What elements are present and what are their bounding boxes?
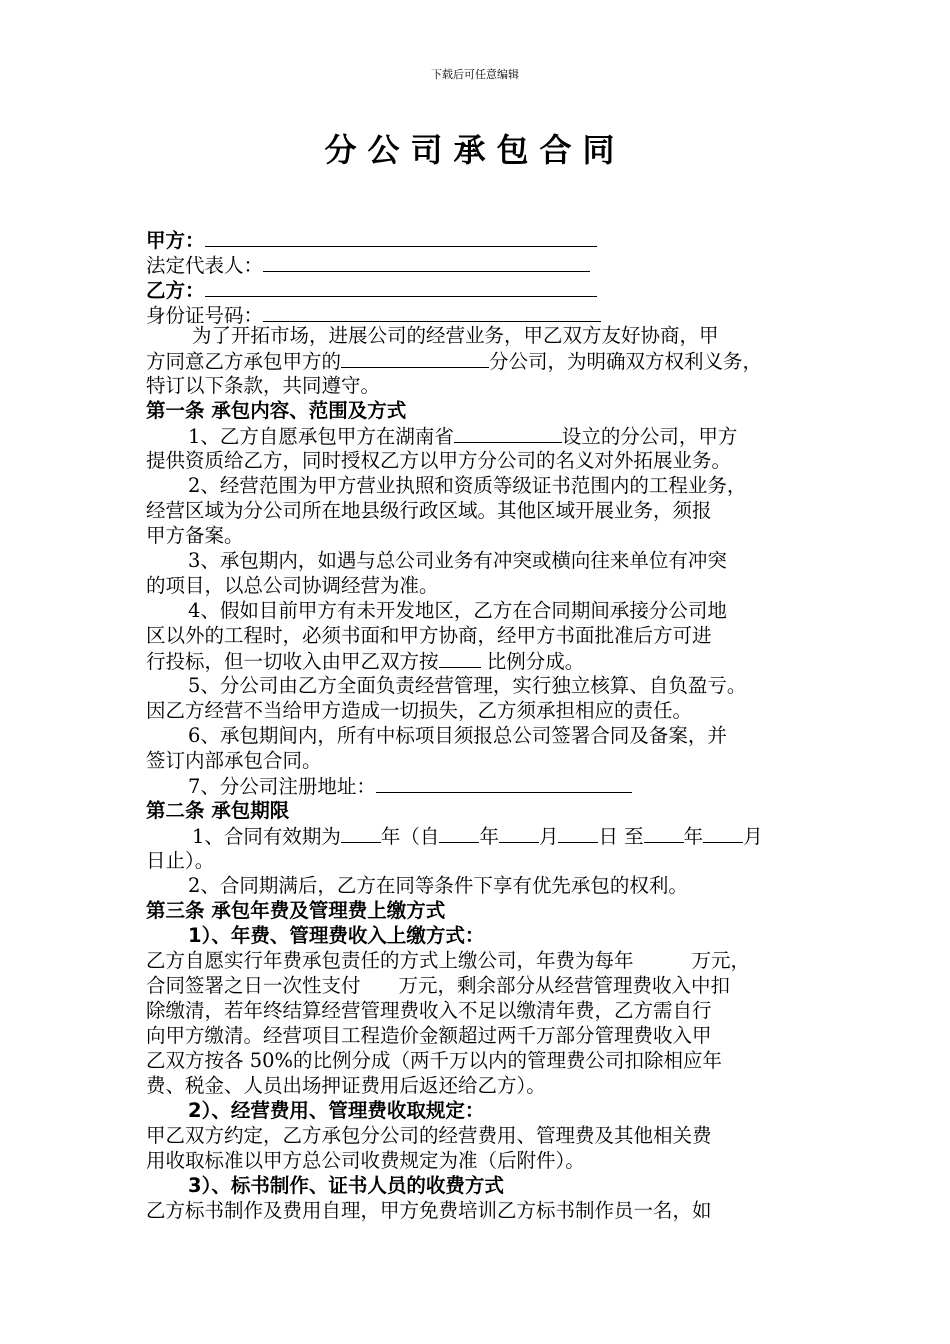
section-3-1-line-1 <box>146 948 750 973</box>
clause-1-1-line-1 <box>188 423 737 449</box>
clause-1-2-line-3: 甲方备案。 <box>146 524 244 547</box>
legal-rep-blank <box>263 252 590 272</box>
section-3-1-line-2 <box>146 973 730 998</box>
section-3-2-heading: 2）、经营费用、管理费收取规定： <box>188 1099 485 1122</box>
clause-1-3-line-1: 3、承包期内，如遇与总公司业务有冲突或横向往来单位有冲突 <box>188 549 727 572</box>
clause-1-6-line-1: 6、承包期间内，所有中标项目须报总公司签署合同及备案，并 <box>188 724 727 747</box>
clause-1-5-line-2: 因乙方经营不当给甲方造成一切损失，乙方须承担相应的责任。 <box>146 699 693 722</box>
clause-1-3-line-2: 的项目，以总公司协调经营为准。 <box>146 574 439 597</box>
clause-text: 行投标，但一切收入由甲乙双方按 <box>146 650 439 673</box>
clause-text: 设立的分公司，甲方 <box>561 425 738 448</box>
preamble-text: 分公司，为明确双方权利义务， <box>489 350 763 373</box>
clause-1-7-line <box>188 773 632 799</box>
party-a-blank <box>205 227 597 247</box>
clause-1-1-line-2: 提供资质给乙方，同时授权乙方以甲方分公司的名义对外拓展业务。 <box>146 449 732 472</box>
article-1-heading: 第一条 承包内容、范围及方式 <box>146 399 407 422</box>
section-3-1-line-4: 向甲方缴清。经营项目工程造价金额超过两千万部分管理费收入甲 <box>146 1024 712 1047</box>
clause-text: 月 <box>538 825 559 848</box>
section-3-1-line-3: 除缴清，若年终结算经营管理费收入不足以缴清年费，乙方需自行 <box>146 999 712 1022</box>
clause-1-4-line-2: 区以外的工程时，必须书面和甲方协商，经甲方书面批准后方可进 <box>146 624 712 647</box>
clause-text: 年 <box>683 825 704 848</box>
section-3-2-line-2: 用收取标准以甲方总公司收费规定为准（后附件）。 <box>146 1149 585 1172</box>
clause-1-2-line-1: 2、经营范围为甲方营业执照和资质等级证书范围内的工程业务， <box>188 474 747 497</box>
party-a-line <box>146 227 597 253</box>
start-month-blank <box>499 823 539 843</box>
start-day-blank <box>558 823 598 843</box>
preamble-line-1: 为了开拓市场，进展公司的经营业务，甲乙双方友好协商，甲 <box>192 324 719 347</box>
preamble-text: 方同意乙方承包甲方的 <box>146 350 342 373</box>
clause-text: 合同签署之日一次性支付 <box>146 974 361 997</box>
party-b-blank <box>205 277 597 297</box>
section-3-2-line-1: 甲乙双方约定，乙方承包分公司的经营费用、管理费及其他相关费 <box>146 1124 712 1147</box>
clause-1-4-line-3 <box>146 648 584 674</box>
preamble-line-2 <box>146 348 762 374</box>
section-3-3-heading: 3）、标书制作、证书人员的收费方式 <box>188 1174 504 1197</box>
id-number-blank <box>263 302 601 322</box>
preamble-line-3: 特订以下条款，共同遵守。 <box>146 374 381 397</box>
end-month-blank <box>703 823 743 843</box>
document-title: 分公司承包合同 <box>324 131 626 169</box>
section-3-3-line-1: 乙方标书制作及费用自理，甲方免费培训乙方标书制作员一名，如 <box>146 1199 712 1222</box>
clause-text: 比例分成。 <box>480 650 585 673</box>
clause-text: 1、乙方自愿承包甲方在湖南省 <box>188 425 454 448</box>
id-number-label: 身份证号码： <box>146 304 264 327</box>
article-2-heading: 第二条 承包期限 <box>146 799 290 822</box>
header-note: 下载后可任意编辑 <box>431 68 519 81</box>
clause-text: 年（自 <box>380 825 440 848</box>
clause-2-1-line-2: 日止）。 <box>146 849 215 872</box>
section-3-1-heading: 1）、年费、管理费收入上缴方式： <box>188 924 485 947</box>
clause-text: 1、合同有效期为 <box>192 825 341 848</box>
legal-rep-line <box>146 252 590 278</box>
branch-name-blank <box>341 348 489 368</box>
clause-text: 7、分公司注册地址： <box>188 775 376 798</box>
clause-text: 年 <box>479 825 499 848</box>
section-3-1-line-6: 费、税金、人员出场押证费用后返还给乙方）。 <box>146 1074 546 1097</box>
section-3-1-line-5: 乙双方按各 50%的比例分成（两千万以内的管理费公司扣除相应年 <box>146 1049 723 1072</box>
registered-address-blank <box>376 773 632 793</box>
province-location-blank <box>454 423 562 443</box>
clause-2-1-line-1 <box>192 823 763 849</box>
clause-1-5-line-1: 5、分公司由乙方全面负责经营管理，实行独立核算、自负盈亏。 <box>188 674 747 697</box>
start-year-blank <box>439 823 479 843</box>
ratio-blank <box>439 648 481 668</box>
clause-text: 月 <box>743 825 763 848</box>
clause-1-2-line-2: 经营区域为分公司所在地县级行政区域。其他区域开展业务，须报 <box>146 499 712 522</box>
party-b-label: 乙方： <box>146 279 205 302</box>
clause-text: 万元， <box>691 949 751 972</box>
legal-rep-label: 法定代表人： <box>146 254 264 277</box>
clause-text: 万元，剩余部分从经营管理费收入中扣 <box>398 974 731 997</box>
clause-2-2-line: 2、合同期满后，乙方在同等条件下享有优先承包的权利。 <box>188 874 688 897</box>
clause-text: 日 至 <box>598 825 644 848</box>
article-3-heading: 第三条 承包年费及管理费上缴方式 <box>146 899 446 922</box>
clause-text: 乙方自愿实行年费承包责任的方式上缴公司，年费为每年 <box>146 949 634 972</box>
party-b-line <box>146 277 597 303</box>
years-blank <box>341 823 381 843</box>
party-a-label: 甲方： <box>146 229 205 252</box>
clause-1-6-line-2: 签订内部承包合同。 <box>146 749 322 772</box>
end-year-blank <box>644 823 684 843</box>
clause-1-4-line-1: 4、假如目前甲方有未开发地区，乙方在合同期间承接分公司地 <box>188 599 727 622</box>
